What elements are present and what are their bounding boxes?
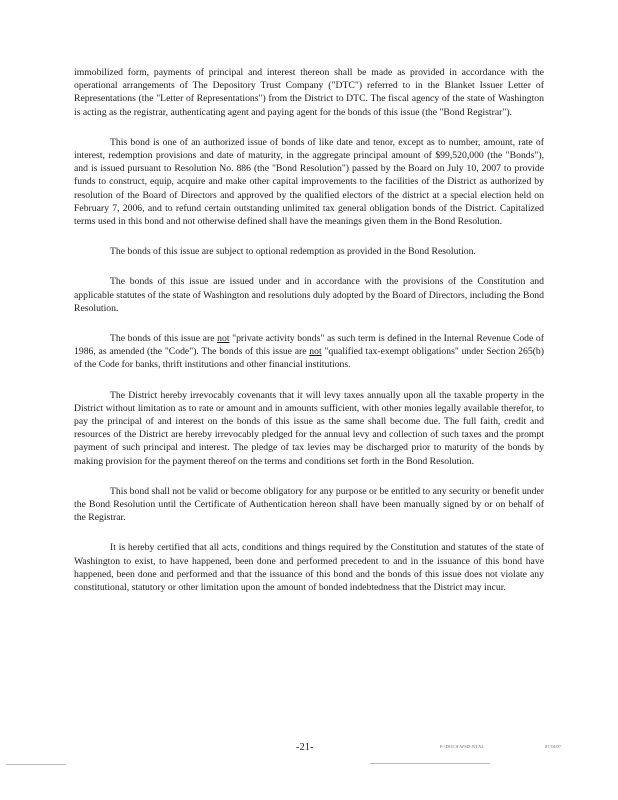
paragraph-optional-redemption: The bonds of this issue are subject to optional redemption as provided in the Bond Resolution.: [110, 246, 476, 258]
paragraph-certificate-authentication: This bond shall not be valid or become obligatory for any purpose or be entitled to any security or benefit under the Bond Resolution until the Certificate of Authentication hereon shall have been manually signed by or on behalf of the Registrar.: [74, 485, 544, 524]
paragraph-authorized-issue: This bond is one of an authorized issue of bonds of like date and tenor, except as to number, amount, rate of interest, redemption provisions and date of maturity, in the aggregate principal amount of $99,520,000 (the "Bonds"), and is issued pursuant to Resolution No. 886 (the "Bond Resolution") passed by the Board on July 10, 2007 to provide funds to construct, equip, acquire and make other capital improvements to the facilities of the District as authorized by resolution of the Board of Directors and approved by the qualified electors of the district at a special election held on February 7, 2006, and to refund certain outstanding unlimited tax general obligation bonds of the District. Capitalized terms used in this bond and not otherwise defined shall have the meanings given them in the Bond Resolution.: [74, 136, 544, 228]
document-date: 07/10/07: [545, 744, 562, 749]
scan-artifact-right: [370, 763, 490, 764]
paragraph-certification: It is hereby certified that all acts, conditions and things required by the Constitution and statutes of the state of Washington to exist, to have happened, been done and performed precedent to and in the issuance of this bond have happened, been done and performed and that the issuance of this bond and the bonds of this issue does not violate any constitutional, statutory or other limitation upon the amount of bonded indebtedness that the District may incur.: [74, 542, 544, 594]
text-segment: The bonds of this issue are: [110, 333, 218, 345]
text-segment: "qualified tax-exempt obligations" under Section 265(b) of the Code for banks, thrift institutions and other financial institutions.: [74, 346, 544, 371]
paragraph-private-activity: [74, 332, 544, 372]
document-body: [74, 66, 544, 611]
paragraph-constitution-statutes: The bonds of this issue are issued under and in accordance with the provisions of the Constitution and applicable statutes of the state of Washington and resolutions duly adopted by the Board of Directors, including the Bond Resolution.: [74, 276, 544, 314]
paragraph-dtc-arrangements: immobilized form, payments of principal and interest thereon shall be made as provided in accordance with the operational arrangements of The Depository Trust Company ("DTC") referred to in the Blanket Issuer Letter of Representations (the "Letter of Representations") from the District to DTC. The fiscal agency of the state of Washington is acting as the registrar, authenticating agent and paying agent for the bonds of this issue (the "Bond Registrar").: [74, 67, 544, 118]
document-reference: P:\DOCS\WSD\NTAL: [440, 744, 485, 749]
page-footer: [0, 742, 618, 762]
underlined-not: not: [309, 346, 322, 358]
paragraph-tax-levy-covenant: The District hereby irrevocably covenants that it will levy taxes annually upon all the taxable property in the District without limitation as to rate or amount and in amounts sufficient, with other monies legally available therefor, to pay the principal of and interest on the bonds of this issue as the same shall become due. The full faith, credit and resources of the District are hereby irrevocably pledged for the annual levy and collection of such taxes and the prompt payment of such principal and interest. The pledge of tax levies may be discharged prior to maturity of the bonds by making provision for the payment thereof on the terms and conditions set forth in the Bond Resolution.: [74, 389, 544, 467]
underlined-not: not: [217, 333, 230, 345]
text-segment: "private activity bonds" as such term is defined in the Internal Revenue Code of 1986, as amended (the "Code"). The bonds of this issue are: [74, 333, 544, 358]
scan-artifact-left: [6, 764, 66, 765]
page-number: -21-: [296, 742, 314, 753]
